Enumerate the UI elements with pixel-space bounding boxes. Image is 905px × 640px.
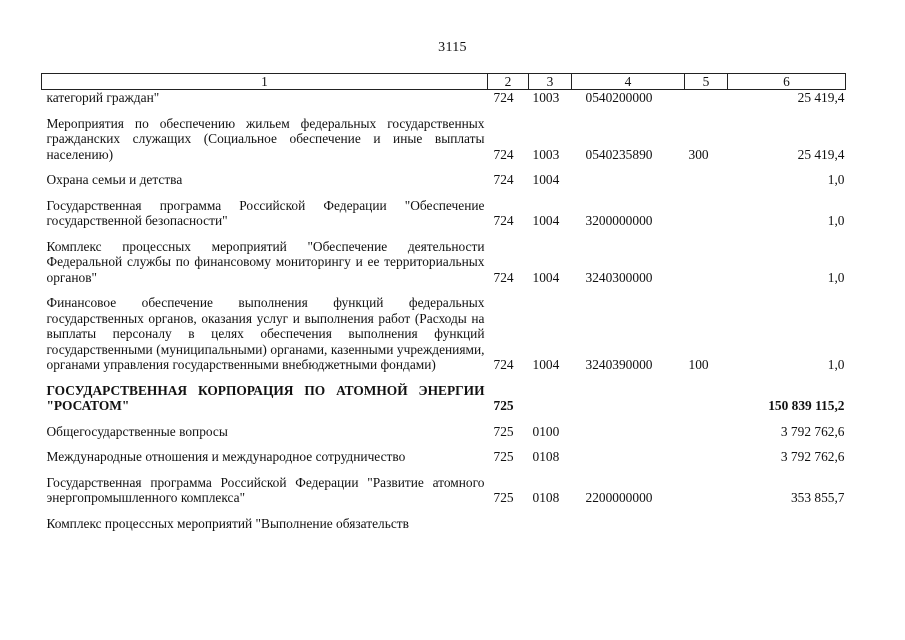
table-row xyxy=(42,424,846,440)
row-target-code xyxy=(572,172,685,188)
header-col-1: 1 xyxy=(42,74,488,90)
row-expense-type: 100 xyxy=(688,357,709,372)
row-ministry-code: 724 xyxy=(493,172,514,187)
row-expense-type xyxy=(685,90,728,106)
row-amount: 1,0 xyxy=(827,357,845,372)
row-ministry-code xyxy=(488,516,529,532)
row-amount xyxy=(728,516,846,532)
row-expense-type xyxy=(685,198,728,229)
table-row xyxy=(42,116,846,163)
row-section-code: 1003 xyxy=(532,90,560,105)
table-row-organization xyxy=(42,383,846,414)
row-ministry-code: 725 xyxy=(493,398,514,413)
row-name: Комплекс процессных мероприятий "Выполнение обязательств xyxy=(46,515,409,531)
row-ministry-code: 724 xyxy=(493,90,514,105)
table-row xyxy=(42,239,846,286)
row-expense-type xyxy=(685,449,728,465)
row-name: Международные отношения и международное сотрудничество xyxy=(46,449,406,464)
row-expense-type xyxy=(685,239,728,286)
row-ministry-code: 725 xyxy=(493,423,514,439)
page-number: 3115 xyxy=(438,40,467,55)
row-amount: 3 792 762,6 xyxy=(780,449,845,464)
table-row xyxy=(42,295,846,373)
row-ministry-code: 724 xyxy=(493,213,514,228)
row-section-code: 1004 xyxy=(532,172,560,187)
row-expense-type xyxy=(685,424,728,440)
row-target-code: 3240300000 xyxy=(585,269,653,285)
header-col-5: 5 xyxy=(685,74,728,90)
table-row xyxy=(42,198,846,229)
row-section-code: 0100 xyxy=(532,423,560,439)
row-amount: 1,0 xyxy=(827,269,845,285)
row-target-code: 2200000000 xyxy=(585,490,653,505)
row-expense-type: 300 xyxy=(688,146,709,162)
row-amount: 353 855,7 xyxy=(790,490,845,505)
table-row xyxy=(42,516,846,532)
row-amount: 25 419,4 xyxy=(797,90,845,105)
header-col-4: 4 xyxy=(572,74,685,90)
row-name: Комплекс процессных мероприятий "Обеспечение деятельности Федеральной службы по финансовому мониторингу и ее территориальных органов" xyxy=(46,238,485,285)
row-ministry-code: 724 xyxy=(493,269,514,285)
row-expense-type xyxy=(685,172,728,188)
header-col-2: 2 xyxy=(488,74,529,90)
row-expense-type xyxy=(685,475,728,506)
row-target-code xyxy=(572,516,685,532)
row-ministry-code: 724 xyxy=(493,146,514,162)
header-col-3: 3 xyxy=(529,74,572,90)
row-section-code: 1004 xyxy=(532,357,560,372)
row-name: Общегосударственные вопросы xyxy=(46,423,228,439)
budget-table xyxy=(41,73,846,531)
row-section-code: 1004 xyxy=(532,269,560,285)
row-target-code: 0540235890 xyxy=(585,146,653,162)
row-section-code: 0108 xyxy=(532,490,560,505)
row-section-code xyxy=(529,516,572,532)
row-amount: 1,0 xyxy=(827,172,845,187)
row-section-code: 0108 xyxy=(532,449,560,464)
row-name: Государственная программа Российской Федерации "Обеспечение государственной безопасности" xyxy=(46,197,485,228)
table-row xyxy=(42,172,846,188)
table-header-row xyxy=(42,74,846,90)
row-target-code: 3200000000 xyxy=(585,213,653,228)
row-name: Охрана семьи и детства xyxy=(46,172,183,187)
row-amount: 1,0 xyxy=(827,213,845,228)
row-ministry-code: 725 xyxy=(493,449,514,464)
table-row xyxy=(42,449,846,465)
row-name: Финансовое обеспечение выполнения функций федеральных государственных органов, оказания услуг и выполнения работ (Расходы на выплаты персоналу в целях обеспечения выполнения функций государственными (муниципальными) органами, казенными учреждениями, органами управления государственными внебюджетными фондами) xyxy=(46,295,485,372)
row-amount: 3 792 762,6 xyxy=(780,423,845,439)
table-row xyxy=(42,90,846,106)
row-expense-type xyxy=(685,516,728,532)
row-ministry-code: 724 xyxy=(493,357,514,372)
header-col-6: 6 xyxy=(728,74,846,90)
table-row xyxy=(42,475,846,506)
row-name: Мероприятия по обеспечению жильем федеральных государственных гражданских служащих (Социальное обеспечение и иные выплаты населению) xyxy=(46,115,485,162)
row-amount: 25 419,4 xyxy=(797,146,845,162)
row-ministry-code: 725 xyxy=(493,490,514,505)
row-expense-type xyxy=(685,383,728,414)
row-section-code: 1003 xyxy=(532,146,560,162)
row-target-code xyxy=(572,424,685,440)
row-section-code xyxy=(529,383,572,414)
row-target-code: 0540200000 xyxy=(585,90,653,105)
row-amount: 150 839 115,2 xyxy=(768,398,845,413)
row-target-code xyxy=(572,383,685,414)
row-target-code xyxy=(572,449,685,465)
row-name: ГОСУДАРСТВЕННАЯ КОРПОРАЦИЯ ПО АТОМНОЙ ЭНЕРГИИ "РОСАТОМ" xyxy=(46,382,485,413)
row-name: категорий граждан" xyxy=(46,90,160,105)
row-name: Государственная программа Российской Федерации "Развитие атомного энергопромышленного комплекса" xyxy=(46,474,485,505)
row-target-code: 3240390000 xyxy=(585,357,653,372)
row-section-code: 1004 xyxy=(532,213,560,228)
